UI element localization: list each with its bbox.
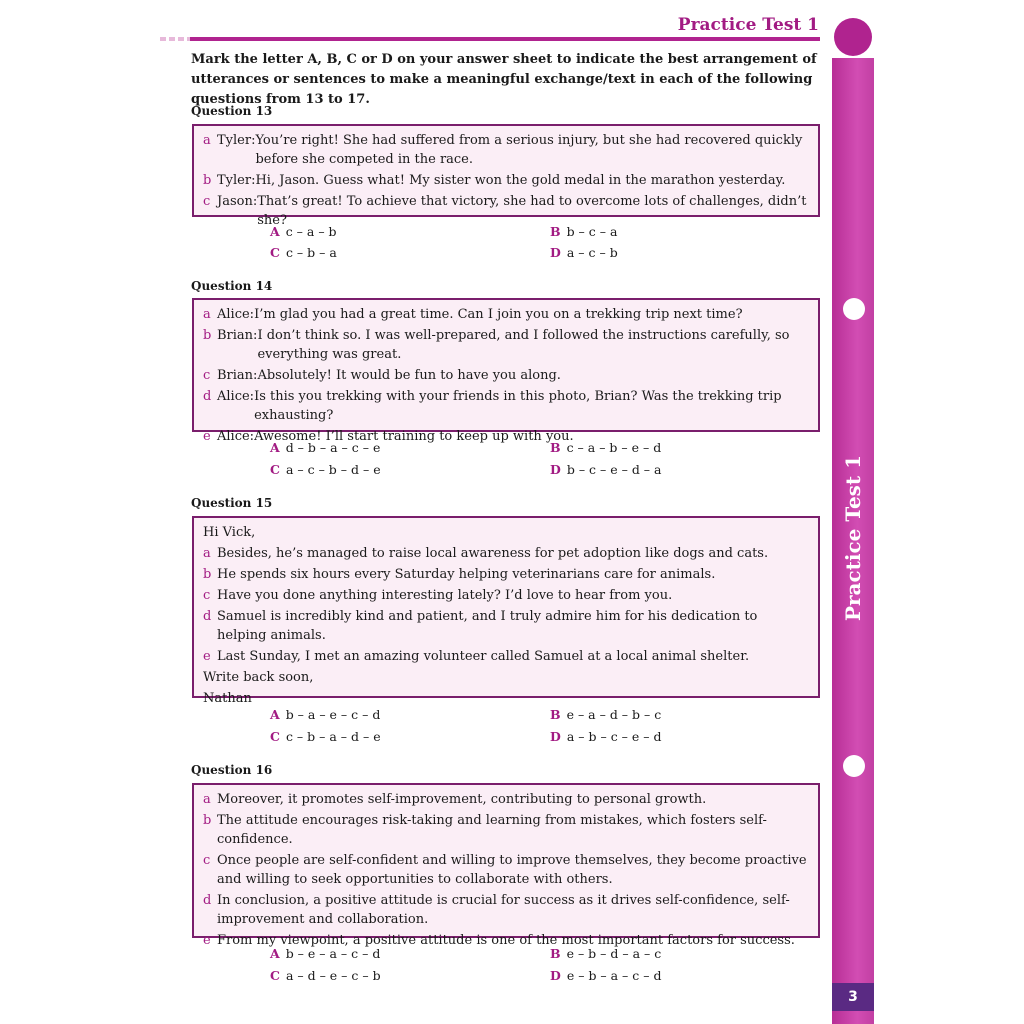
question-13-label: Question 13 <box>191 104 273 118</box>
item-letter: e <box>203 649 211 664</box>
item-letter: c <box>203 194 211 209</box>
line-text: Hi, Jason. Guess what! My sister won the gold medal in the marathon yesterday. <box>255 173 786 188</box>
option-d[interactable]: D b – c – e – d – a <box>550 462 662 477</box>
dialogue-line <box>203 171 810 190</box>
question-15-box <box>192 516 820 706</box>
page-number: 3 <box>832 983 874 1011</box>
text-sentence <box>203 544 810 563</box>
option-d[interactable]: D e – b – a – c – d <box>550 968 662 983</box>
sentence-text: Have you done anything interesting lately? I’d love to hear from you. <box>217 588 673 603</box>
speaker: Tyler: <box>217 173 256 188</box>
item-letter: d <box>203 893 212 908</box>
item-letter: e <box>203 933 211 948</box>
dialogue-line <box>203 305 810 324</box>
sentence-text: In conclusion, a positive attitude is crucial for success as it drives self-confidence, self-improvement and collaboration. <box>217 893 790 927</box>
item-letter: b <box>203 567 212 582</box>
item-letter: b <box>203 328 212 343</box>
question-16-label: Question 16 <box>191 763 273 777</box>
dialogue-line <box>203 366 810 385</box>
dialogue-line <box>203 326 810 364</box>
header-circle-decoration <box>834 18 872 56</box>
option-c[interactable]: C a – d – e – c – b <box>270 968 381 983</box>
text-sentence <box>203 607 810 645</box>
letter-closing: Write back soon, <box>203 670 314 685</box>
line-text: Is this you trekking with your friends in this photo, Brian? Was the trekking trip exhausting? <box>254 389 782 423</box>
question-16-box <box>192 783 820 948</box>
sentence-text: From my viewpoint, a positive attitude is one of the most important factors for success. <box>217 933 795 948</box>
item-letter: b <box>203 173 212 188</box>
header-dash-decoration <box>160 37 190 41</box>
option-a[interactable]: A d – b – a – c – e <box>270 440 381 455</box>
option-b[interactable]: B c – a – b – e – d <box>550 440 662 455</box>
option-c[interactable]: C a – c – b – d – e <box>270 462 381 477</box>
binder-hole <box>843 298 865 320</box>
sentence-text: Last Sunday, I met an amazing volunteer called Samuel at a local animal shelter. <box>217 649 750 664</box>
speaker: Jason: <box>217 194 258 209</box>
line-text: I’m glad you had a great time. Can I join you on a trekking trip next time? <box>254 307 743 322</box>
item-letter: d <box>203 389 212 404</box>
item-letter: e <box>203 429 211 444</box>
speaker: Brian: <box>217 368 258 383</box>
item-letter: d <box>203 609 212 624</box>
speaker: Tyler: <box>217 133 256 148</box>
text-sentence <box>203 811 810 849</box>
text-sentence <box>203 647 810 666</box>
binder-hole <box>843 755 865 777</box>
sentence-text: Once people are self-confident and willing to improve themselves, they become proactive and willing to seek opportunities to collaborate with others. <box>217 853 807 887</box>
option-d[interactable]: D a – b – c – e – d <box>550 729 662 744</box>
item-letter: b <box>203 813 212 828</box>
option-d[interactable]: D a – c – b <box>550 245 618 260</box>
sentence-text: Besides, he’s managed to raise local awareness for pet adoption like dogs and cats. <box>217 546 769 561</box>
text-sentence <box>203 851 810 889</box>
option-b[interactable]: B b – c – a <box>550 224 618 239</box>
header-rule <box>190 37 820 41</box>
line-text: Awesome! I’ll start training to keep up with you. <box>254 429 574 444</box>
speaker: Alice: <box>217 307 255 322</box>
letter-signature: Nathan <box>203 691 252 706</box>
item-letter: c <box>203 368 211 383</box>
text-sentence <box>203 891 810 929</box>
dialogue-line <box>203 387 810 425</box>
sentence-text: Moreover, it promotes self-improvement, contributing to personal growth. <box>217 792 707 807</box>
option-a[interactable]: A c – a – b <box>270 224 337 239</box>
speaker: Alice: <box>217 389 255 404</box>
speaker: Brian: <box>217 328 258 343</box>
item-letter: a <box>203 133 211 148</box>
text-sentence <box>203 565 810 584</box>
option-c[interactable]: C c – b – a <box>270 245 337 260</box>
option-c[interactable]: C c – b – a – d – e <box>270 729 381 744</box>
question-14-label: Question 14 <box>191 279 273 293</box>
line-text: That’s great! To achieve that victory, she had to overcome lots of challenges, didn’t she? <box>257 194 807 228</box>
item-letter: c <box>203 588 211 603</box>
text-sentence <box>203 790 810 809</box>
item-letter: a <box>203 792 211 807</box>
item-letter: a <box>203 546 211 561</box>
option-a[interactable]: A b – a – e – c – d <box>270 707 381 722</box>
line-text: I don’t think so. I was well-prepared, and I followed the instructions carefully, so everything was great. <box>257 328 790 362</box>
question-15-label: Question 15 <box>191 496 273 510</box>
text-sentence <box>203 586 810 605</box>
instructions: Mark the letter A, B, C or D on your answer sheet to indicate the best arrangement of utterances or sentences to make a meaningful exchange/text in each of the following questions from 13 to 17. <box>191 52 817 107</box>
option-b[interactable]: B e – a – d – b – c <box>550 707 662 722</box>
question-13-box <box>192 124 820 228</box>
line-text: Absolutely! It would be fun to have you along. <box>257 368 561 383</box>
sentence-text: He spends six hours every Saturday helping veterinarians care for animals. <box>217 567 716 582</box>
side-tab-label: Practice Test 1 <box>841 454 865 622</box>
option-a[interactable]: A b – e – a – c – d <box>270 946 381 961</box>
sentence-text: Samuel is incredibly kind and patient, and I truly admire him for his dedication to helping animals. <box>217 609 758 643</box>
line-text: You’re right! She had suffered from a serious injury, but she had recovered quickly before she competed in the race. <box>255 133 803 167</box>
dialogue-line <box>203 131 810 169</box>
letter-greeting: Hi Vick, <box>203 525 256 540</box>
question-14-box <box>192 298 820 444</box>
option-b[interactable]: B e – b – d – a – c <box>550 946 662 961</box>
item-letter: a <box>203 307 211 322</box>
speaker: Alice: <box>217 429 255 444</box>
page-header-title: Practice Test 1 <box>677 15 819 35</box>
item-letter: c <box>203 853 211 868</box>
sentence-text: The attitude encourages risk-taking and learning from mistakes, which fosters self-confidence. <box>217 813 767 847</box>
